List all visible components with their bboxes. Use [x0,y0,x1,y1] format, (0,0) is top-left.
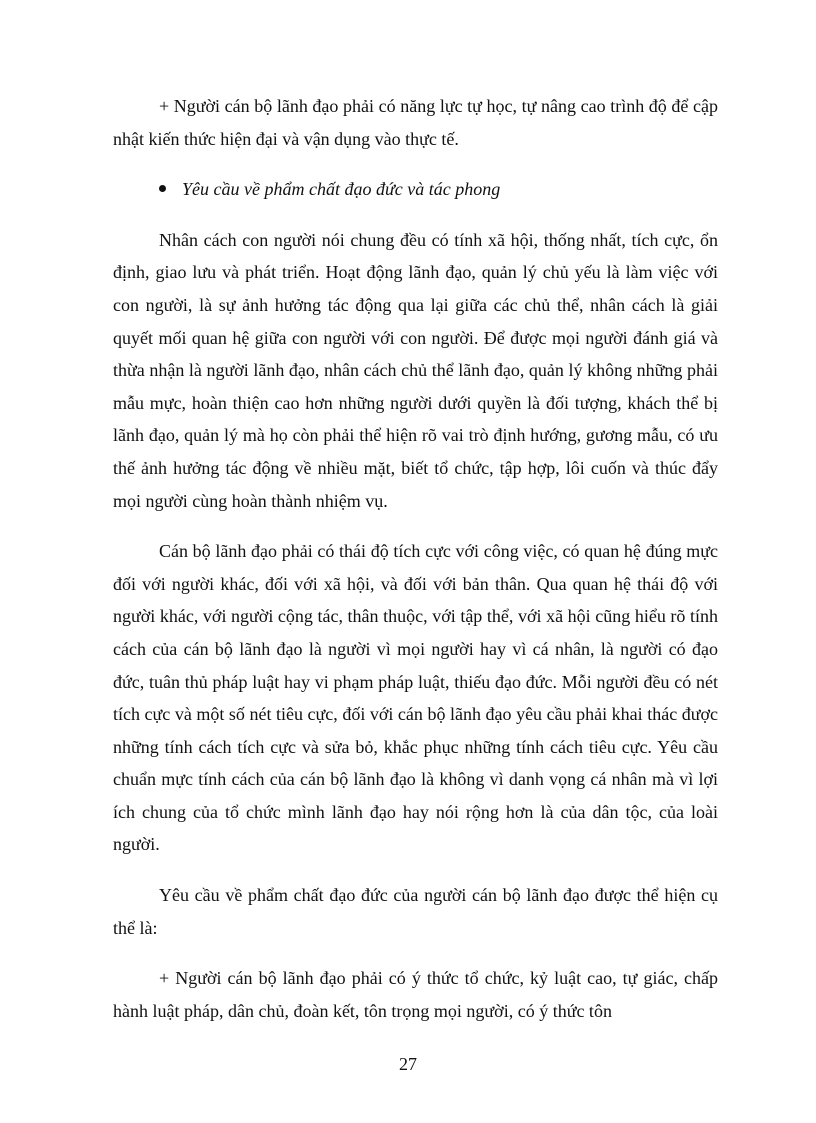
section-heading-ethics: Yêu cầu về phẩm chất đạo đức và tác phong [182,179,501,200]
page-body [113,90,718,1027]
paragraph-self-study: + Người cán bộ lãnh đạo phải có năng lực tự học, tự nâng cao trình độ để cập nhật kiến thức hiện đại và vận dụng vào thực tế. [113,96,718,149]
page-number: 27 [399,1054,417,1074]
paragraph-ethics-intro: Yêu cầu về phẩm chất đạo đức của người cán bộ lãnh đạo được thể hiện cụ thể là: [113,885,718,938]
bullet-heading [113,173,718,206]
paragraph-attitude: Cán bộ lãnh đạo phải có thái độ tích cực với công việc, có quan hệ đúng mực đối với người khác, đối với xã hội, và đối với bản thân. Qua quan hệ thái độ với người khác, với người cộng tác, thân thuộc, với tập thể, với xã hội cũng hiểu rõ tính cách của cán bộ lãnh đạo là người vì mọi người hay vì cá nhân, là người có đạo đức, tuân thủ pháp luật hay vi phạm pháp luật, thiếu đạo đức. Mỗi người đều có nét tích cực và một số nét tiêu cực, đối với cán bộ lãnh đạo yêu cầu phải khai thác được những tính cách tích cực và sửa bỏ, khắc phục những tính cách tiêu cực. Yêu cầu chuẩn mực tính cách của cán bộ lãnh đạo là không vì danh vọng cá nhân mà vì lợi ích chung của tổ chức mình lãnh đạo hay nói rộng hơn là của dân tộc, của loài người. [113,541,718,855]
bullet-dot-icon [159,185,166,192]
paragraph-personality: Nhân cách con người nói chung đều có tính xã hội, thống nhất, tích cực, ổn định, giao lưu và phát triển. Hoạt động lãnh đạo, quản lý chủ yếu là làm việc với con người, là sự ảnh hưởng tác động qua lại giữa các chủ thể, nhân cách là giải quyết mối quan hệ giữa con người với con người. Để được mọi người đánh giá và thừa nhận là người lãnh đạo, nhân cách chủ thể lãnh đạo, quản lý không những phải mẫu mực, hoàn thiện cao hơn những người dưới quyền là đối tượng, khách thể bị lãnh đạo, quản lý mà họ còn phải thể hiện rõ vai trò định hướng, gương mẫu, có ưu thế ảnh hưởng tác động về nhiều mặt, biết tổ chức, tập hợp, lôi cuốn và thúc đẩy mọi người cùng hoàn thành nhiệm vụ. [113,229,718,511]
paragraph-discipline: + Người cán bộ lãnh đạo phải có ý thức tổ chức, kỷ luật cao, tự giác, chấp hành luật pháp, dân chủ, đoàn kết, tôn trọng mọi người, có ý thức tôn [113,968,718,1021]
